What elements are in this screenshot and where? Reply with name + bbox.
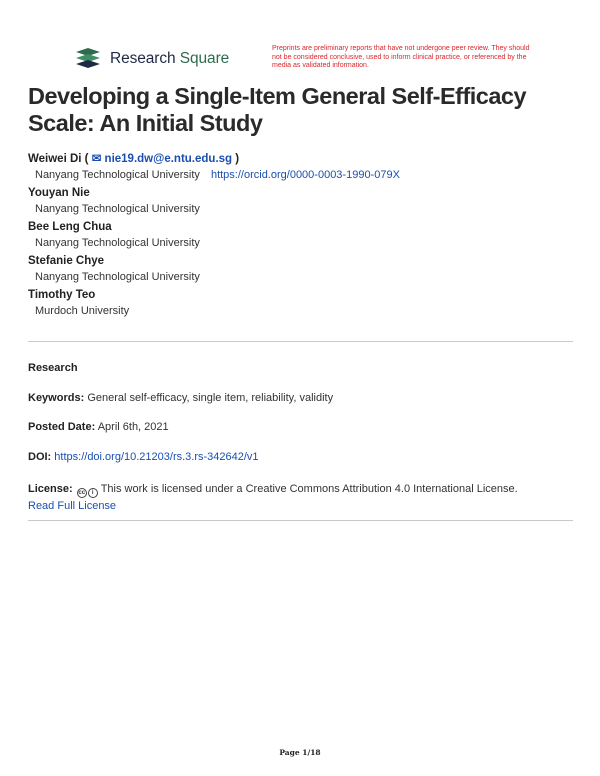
cc-icon: cc xyxy=(78,490,86,496)
read-full-license-link[interactable]: Read Full License xyxy=(28,500,117,512)
doi-link[interactable]: https://doi.org/10.21203/rs.3.rs-342642/v1 xyxy=(54,451,259,463)
author-list xyxy=(28,153,573,323)
author-block xyxy=(28,221,573,250)
author-name: Weiwei Di ( ✉ nie19.dw@e.ntu.edu.sg ) xyxy=(28,153,240,165)
page-number: Page 1/18 xyxy=(279,748,321,757)
divider xyxy=(28,520,573,521)
attribution-icon: i xyxy=(88,488,98,498)
keywords xyxy=(28,392,573,404)
logo-wordmark-main: Research xyxy=(110,50,176,67)
logo-wordmark-accent: Square xyxy=(179,50,230,67)
license xyxy=(28,481,573,514)
author-block xyxy=(28,187,573,216)
divider xyxy=(28,341,573,342)
author-affiliation: Murdoch University xyxy=(35,305,130,317)
preprint-disclaimer: Preprints are preliminary reports that have not undergone peer review. They should not be considered conclusive, used to inform clinical practice, or referenced by the media as validated information. xyxy=(272,45,530,70)
research-square-logo-icon xyxy=(74,47,104,71)
author-block xyxy=(28,255,573,284)
author-name: Bee Leng Chua xyxy=(28,221,112,233)
research-square-logo[interactable] xyxy=(74,47,229,71)
author-name: Stefanie Chye xyxy=(28,255,105,267)
author-name: Youyan Nie xyxy=(28,187,90,199)
author-block xyxy=(28,153,573,182)
author-affiliation: Nanyang Technological University https://orcid.org/0000-0003-1990-079X xyxy=(35,169,400,181)
posted-date-label: Posted Date: xyxy=(28,421,96,433)
license-text: This work is licensed under a Creative Commons Attribution 4.0 International License. xyxy=(100,483,518,495)
posted-date xyxy=(28,421,573,433)
doi-label: DOI: xyxy=(28,451,52,463)
author-affiliation: Nanyang Technological University xyxy=(35,271,200,283)
author-affiliation: Nanyang Technological University xyxy=(35,203,200,215)
author-affiliation: Nanyang Technological University xyxy=(35,237,200,249)
license-label: License: xyxy=(28,483,73,495)
doi xyxy=(28,451,573,463)
creative-commons-icon xyxy=(77,488,98,498)
keywords-label: Keywords: xyxy=(28,392,85,404)
paper-title: Developing a Single-Item General Self-Efficacy Scale: An Initial Study xyxy=(28,83,527,136)
article-category: Research xyxy=(28,362,78,374)
author-name: Timothy Teo xyxy=(28,289,96,301)
keywords-value: General self-efficacy, single item, reliability, validity xyxy=(87,392,334,404)
author-email-link[interactable]: ✉ nie19.dw@e.ntu.edu.sg xyxy=(91,153,233,165)
logo-wordmark xyxy=(110,50,229,68)
orcid-link[interactable]: https://orcid.org/0000-0003-1990-079X xyxy=(210,169,400,181)
posted-date-value: April 6th, 2021 xyxy=(97,421,169,433)
author-block xyxy=(28,289,573,318)
